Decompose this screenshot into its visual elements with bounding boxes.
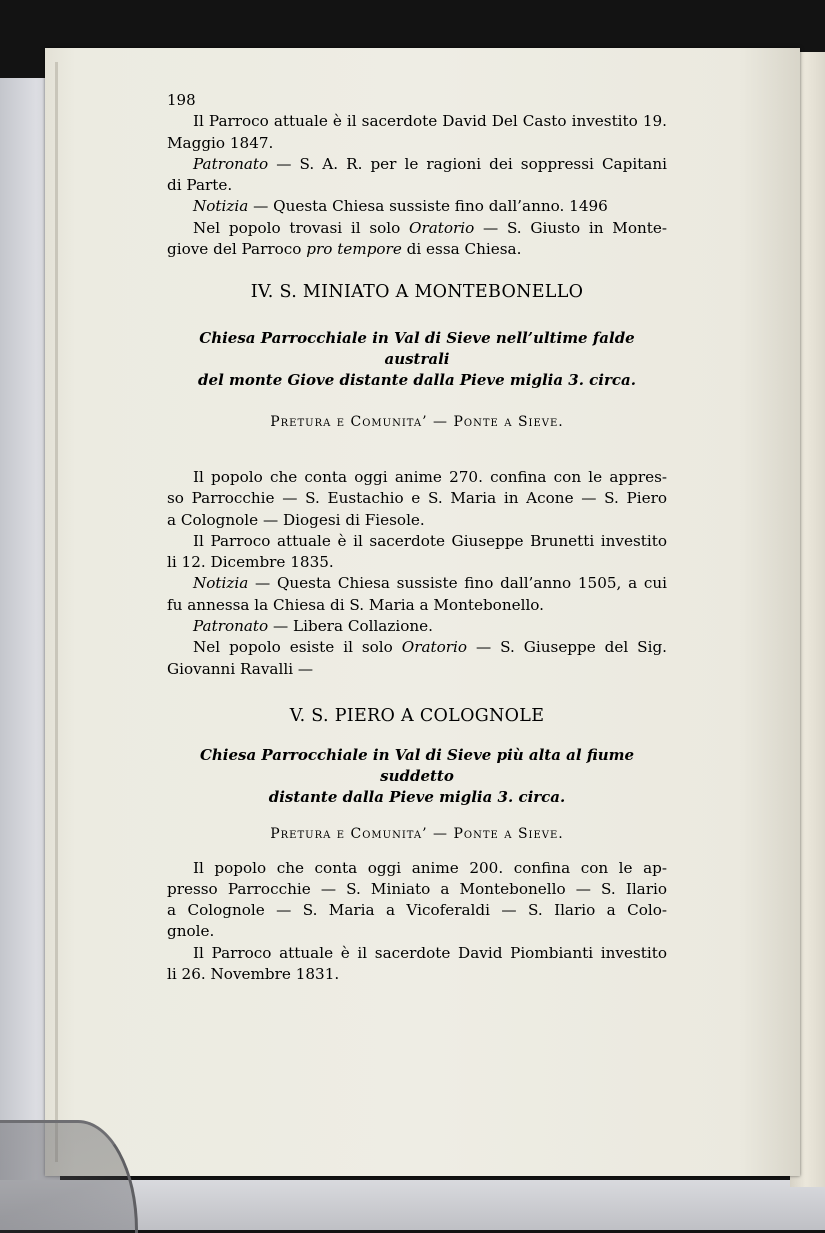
line-rest: di essa Chiesa. <box>401 240 522 259</box>
text-line: di Parte. <box>167 176 233 195</box>
line-pre: Nel popolo trovasi il solo <box>193 218 409 237</box>
italic-label: Oratorio <box>409 218 475 237</box>
text-line <box>167 218 667 239</box>
section4-pretura: Pretura e Comunita’ — Ponte a Sieve. <box>270 413 564 430</box>
text-line: a Colognole — S. Maria a Vicoferaldi — S. Ilario a Colo- <box>167 901 667 920</box>
text-line: presso Parrocchie — S. Miniato a Montebonello — S. Ilario <box>167 879 667 898</box>
page-text-column <box>167 90 667 985</box>
line-rest: — Libera Collazione. <box>268 617 433 636</box>
text-line <box>167 239 667 260</box>
line-pre: Nel popolo esiste il solo <box>193 638 402 657</box>
line-rest: — S. Giuseppe del Sig. <box>467 638 667 657</box>
italic-label: Oratorio <box>401 638 468 657</box>
page-number: 198 <box>167 91 196 109</box>
text-line <box>167 196 667 217</box>
text-line: Il popolo che conta oggi anime 200. confina con le ap- <box>193 858 667 877</box>
text-line: Giovanni Ravalli — <box>167 659 314 678</box>
text-line: li 12. Dicembre 1835. <box>167 553 334 572</box>
subtitle-line: Chiesa Parrocchiale in Val di Sieve nell’ultime falde australi <box>199 328 635 368</box>
section4-title: IV. S. MINIATO A MONTEBONELLO <box>250 282 584 303</box>
text-line: Maggio 1847. <box>167 133 274 152</box>
text-line <box>167 616 667 637</box>
text-line: Il Parroco attuale è il sacerdote Giuseppe Brunetti investito <box>193 531 667 550</box>
line-rest: — S. A. R. per le ragioni dei soppressi Capitani <box>268 154 667 173</box>
section4-subtitle <box>167 328 667 391</box>
text-line <box>167 154 667 175</box>
italic-label: Patronato <box>193 617 269 636</box>
text-line: gnole. <box>167 922 215 941</box>
text-line <box>167 573 667 594</box>
section5-title: V. S. PIERO A COLOGNOLE <box>289 705 545 726</box>
subtitle-line: distante dalla Pieve miglia 3. circa. <box>268 788 566 807</box>
line-rest: — S. Giusto in Monte- <box>474 218 667 237</box>
line-pre: giove del Parroco <box>167 240 307 259</box>
line-rest: — Questa Chiesa sussiste fino dall’anno. 1496 <box>248 197 608 216</box>
section5-subtitle <box>167 745 667 808</box>
text-line: a Colognole — Diogesi di Fiesole. <box>167 510 425 529</box>
text-line: fu annessa la Chiesa di S. Maria a Montebonello. <box>167 595 545 614</box>
italic-label: Notizia <box>193 574 249 593</box>
text-line <box>167 637 667 658</box>
section4-body <box>167 467 667 680</box>
subtitle-line: Chiesa Parrocchiale in Val di Sieve più alta al fiume suddetto <box>199 746 635 786</box>
subtitle-line: del monte Giove distante dalla Pieve miglia 3. circa. <box>198 370 636 389</box>
text-line: li 26. Novembre 1831. <box>167 965 340 984</box>
section5-body <box>167 858 667 986</box>
section5-pretura: Pretura e Comunita’ — Ponte a Sieve. <box>270 826 564 843</box>
italic-label: pro tempore <box>306 240 402 259</box>
text-line: Il popolo che conta oggi anime 270. confina con le appres- <box>193 467 667 486</box>
italic-label: Notizia <box>193 197 249 216</box>
text-line: so Parrocchie — S. Eustachio e S. Maria in Acone — S. Piero <box>167 489 667 508</box>
italic-label: Patronato <box>193 154 269 173</box>
spacer <box>167 457 667 467</box>
text-line: Il Parroco attuale è il sacerdote David Del Casto investito 19. <box>193 112 667 131</box>
text-line: Il Parroco attuale è il sacerdote David Piombianti investito <box>193 943 667 962</box>
line-rest: — Questa Chiesa sussiste fino dall’anno 1505, a cui <box>248 574 667 593</box>
section3-tail <box>167 111 667 260</box>
